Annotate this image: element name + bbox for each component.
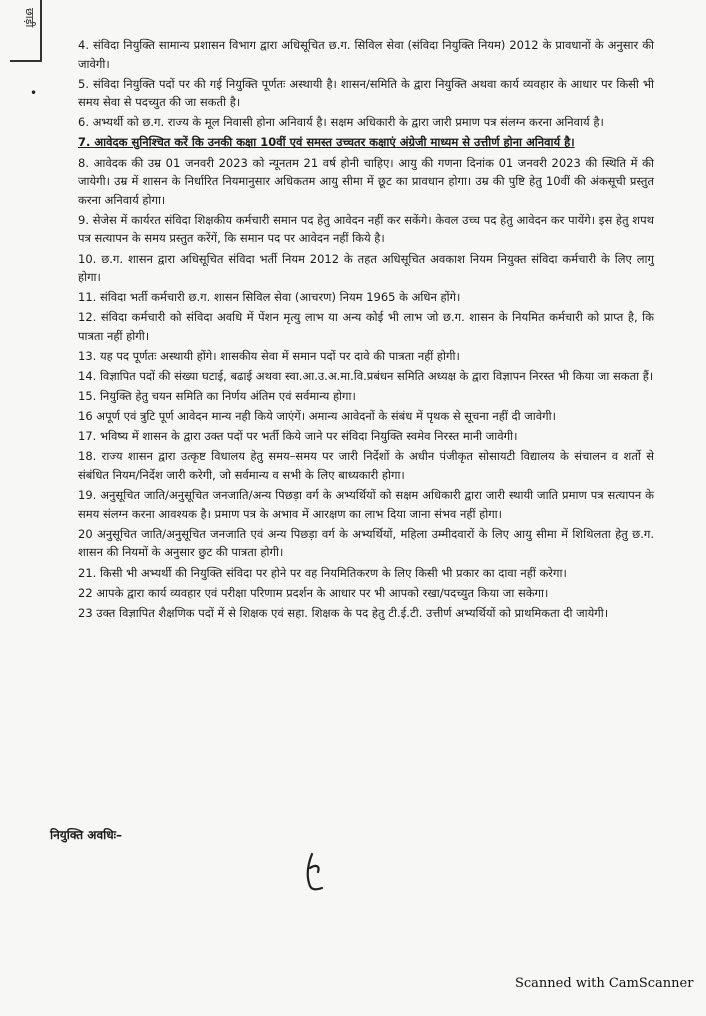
scanner-watermark: Scanned with CamScanner: [515, 976, 694, 991]
term-item: [78, 75, 654, 112]
handwritten-signature: [298, 850, 340, 894]
term-item: [78, 211, 654, 248]
term-item: [78, 133, 654, 152]
term-item: [78, 367, 654, 386]
term-text: किसी भी अभ्यर्थी की नियुक्ति संविदा पर होने पर वह नियमितिकरण के लिए किसी भी प्रकार का दावा नहीं करेगा।: [99, 565, 567, 580]
term-text: अनुसूचित जाति/अनुसूचित जनजाति एवं अन्य पिछड़ा वर्ग के अभ्यर्थियों, महिला उम्मीदवारों के लिए आयु सीमा में शिथिलता हेतु छ.ग. शासन की नियमों के अनुसार छुट की पात्रता होगी।: [78, 526, 654, 560]
corner-label: छाड़ी: [23, 8, 36, 28]
term-item: [78, 407, 654, 426]
term-item: [78, 604, 654, 623]
term-text: अपूर्ण एवं त्रुटि पूर्ण आवेदन मान्य नही किये जाएंगें। अमान्य आवेदनों के संबंध में पृथक से सूचना नहीं दी जावेगी।: [96, 409, 556, 424]
terms-list: [78, 36, 654, 624]
term-text: नियुक्ति हेतु चयन समिति का निर्णय अंतिम एवं सर्वमान्य होगा।: [99, 389, 356, 404]
appointment-period-label: नियुक्ति अवधिः–: [50, 828, 123, 842]
term-number: 22: [78, 585, 93, 600]
term-number: 5.: [78, 76, 89, 91]
term-text: संविदा भर्ती कर्मचारी छ.ग. शासन सिविल सेवा (आचरण) नियम 1965 के अधिन होंगे।: [99, 290, 461, 305]
term-text: संविदा नियुक्ति सामान्य प्रशासन विभाग द्वारा अधिसूचित छ.ग. सिविल सेवा (संविदा नियुक्ति नियम) 2012 के प्रावधानों के अनुसार की जावेगी।: [78, 38, 654, 71]
term-item: [78, 486, 654, 523]
term-item: [78, 584, 654, 603]
term-text: सेजेस में कार्यरत संविदा शिक्षकीय कर्मचारी समान पद हेतु आवेदन नहीं कर सकेंगे। केवल उच्च पद हेतु आवेदन कर पायेंगे। इस हेतु शपथ पत्र सत्यापन के समय प्रस्तुत करेंगें, कि समान पद पर आवेदन नहीं किये है।: [78, 212, 655, 246]
term-text: यह पद पूर्णतः अस्थायी होंगे। शासकीय सेवा में समान पदों पर दावे की पात्रता नहीं होगी।: [99, 349, 460, 363]
term-number: 11.: [78, 290, 97, 305]
term-text: अभ्यर्थी को छ.ग. राज्य के मूल निवासी होना अनिवार्य है। सक्षम अधिकारी के द्वारा जारी प्रमाण पत्र संलग्न करना अनिवार्य है।: [92, 115, 604, 130]
term-item: [78, 288, 654, 307]
term-number: 8.: [78, 155, 89, 170]
term-number: 7.: [78, 135, 91, 150]
term-item: [78, 347, 654, 366]
term-number: 6.: [78, 115, 89, 130]
term-item: [78, 36, 654, 73]
term-text: अनुसूचित जाति/अनुसूचित जनजाति/अन्य पिछड़ा वर्ग के अभ्यर्थियों को सक्षम अधिकारी द्वारा जारी स्थायी जाति प्रमाण पत्र सत्यापन के समय संलग्न करना आवश्यक है। प्रमाण पत्र के अभाव में आरक्षण का लाभ दिया जाना संभव नहीं होगा।: [78, 488, 654, 521]
term-item: [78, 308, 654, 345]
term-text: विज्ञापित पदों की संख्या घटाई, बढाई अथवा स्वा.आ.उ.अ.मा.वि.प्रबंधन समिति अध्यक्ष के द्वारा विज्ञापन निरस्त भी किया जा सकता हैं।: [99, 369, 654, 384]
term-number: 19.: [78, 488, 97, 503]
term-item: [78, 154, 654, 210]
term-text: आवेदक सुनिश्चित करें कि उनकी कक्षा 10वीं एवं समस्त उच्चतर कक्षाएं अंग्रेजी माध्यम से उत्तीर्ण होना अनिवार्य है।: [94, 135, 575, 150]
term-number: 14.: [78, 369, 97, 384]
term-number: 18.: [78, 449, 97, 464]
term-item: [78, 447, 654, 484]
term-number: 9.: [78, 212, 89, 227]
term-text: आपके द्वारा कार्य व्यवहार एवं परीक्षा परिणाम प्रदर्शन के आधार पर भी आपको रखा/पदच्युत किया जा सकेगा।: [96, 585, 549, 600]
term-number: 23: [78, 605, 93, 620]
term-text: आवेदक की उम्र 01 जनवरी 2023 को न्यूनतम 21 वर्ष होनी चाहिए। आयु की गणना दिनांक 01 जनवरी 2023 की स्थिति में की जायेगी। उम्र में शासन के निर्धारित नियमानुसार अधिकतम आयु सीमा में छूट का प्रावधान होगा। उम्र की पुष्टि हेतु 10वीं की अंकसूची प्रस्तुत करना अनिवार्य होगा।: [78, 155, 654, 207]
term-item: [78, 250, 654, 287]
term-number: 15.: [78, 389, 97, 404]
term-text: संविदा नियुक्ति पदों पर की गई नियुक्ति पूर्णतः अस्थायी है। शासन/समिति के द्वारा नियुक्ति अथवा कार्य व्यवहार के आधार पर किसी भी समय सेवा से पदच्युत की जा सकती है।: [78, 76, 654, 110]
term-text: उक्त विज्ञापित शैक्षणिक पदों में से शिक्षक एवं सहा. शिक्षक के पद हेतु टी.ई.टी. उत्तीर्ण अभ्यर्थियों को प्राथमिकता दी जायेगी।: [96, 605, 609, 620]
term-item: [78, 564, 654, 583]
term-text: भविष्य में शासन के द्वारा उक्त पदों पर भर्ती किये जाने पर संविदा नियुक्ति स्वमेव निरस्त मानी जावेगी।: [99, 429, 518, 444]
term-number: 17.: [78, 429, 97, 444]
term-text: छ.ग. शासन द्वारा अधिसूचित संविदा भर्ती नियम 2012 के तहत अधिसूचित अवकाश नियम नियुक्त संविदा कर्मचारी के लिए लागु होगा।: [78, 251, 654, 285]
term-text: राज्य शासन द्वारा उत्कृष्ट विधालय हेतु समय–समय पर जारी निर्देशों के अधीन पंजीकृत सोसायटी विद्यालय के संचालन व शर्तो से संबंधित नियम/निर्देश जारी करेगी, जो सर्वमान्य व सभी के लिए बाध्यकारी होगा।: [78, 449, 654, 483]
term-number: 10.: [78, 251, 97, 266]
term-number: 13.: [78, 349, 97, 363]
margin-dot: •: [30, 86, 38, 100]
term-item: [78, 525, 654, 562]
term-item: [78, 387, 654, 406]
term-text: संविदा कर्मचारी को संविदा अवधि में पेंशन मृत्यु लाभ या अन्य कोई भी लाभ जो छ.ग. शासन के नियमित कर्मचारी को प्राप्त है, कि पात्रता नहीं होगी।: [78, 310, 654, 343]
term-number: 16: [78, 409, 93, 424]
term-item: [78, 427, 654, 446]
term-item: [78, 113, 654, 132]
term-number: 21.: [78, 565, 97, 580]
term-number: 20: [78, 526, 93, 541]
term-number: 4.: [78, 38, 89, 52]
term-number: 12.: [78, 310, 97, 325]
